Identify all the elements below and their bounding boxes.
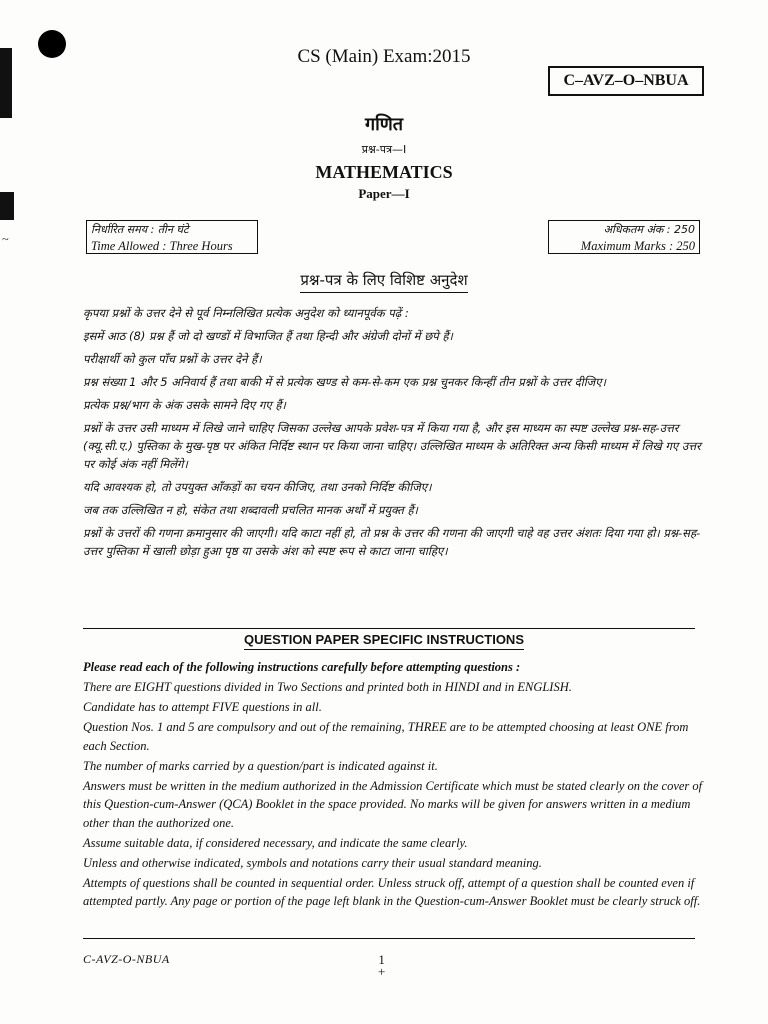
hindi-instruction: परीक्षार्थी को कुल पाँच प्रश्नों के उत्तर देने हैं। [83,352,262,366]
english-instruction: Answers must be written in the medium authorized in the Admission Certificate which must be stated clearly on the cover of this Question-cum-Answer (QCA) Booklet in the space provided. No marks will be given for answers written in a medium other than the authorized one. [83,778,703,830]
paper-number-hindi: प्रश्न-पत्र—I [361,143,407,156]
hindi-instruction: प्रत्येक प्रश्न/भाग के अंक उसके सामने दिए गए हैं। [83,398,286,412]
page-number: 1 + [378,952,386,979]
hindi-instruction: प्रश्न संख्या 1 और 5 अनिवार्य हैं तथा बाकी में से प्रत्येक खण्ड से कम-से-कम एक प्रश्न चुनकर किन्हीं तीन प्रश्नों के उत्तर दीजिए। [83,375,606,389]
margin-scribble: ~ [2,232,9,246]
maximum-marks-hindi: अधिकतम अंक : 250 [603,223,695,236]
subject-title: MATHEMATICS [315,162,453,182]
instructions-intro: Please read each of the following instructions carefully before attempting questions : [83,660,521,674]
maximum-marks: Maximum Marks : 250 [580,239,695,253]
hindi-instruction: यदि आवश्यक हो, तो उपयुक्त आँकड़ों का चयन कीजिए, तथा उनको निर्दिष्ट कीजिए। [83,480,432,494]
footer-booklet-code: C-AVZ-O-NBUA [83,952,170,966]
hindi-instruction: इसमें आठ (8) प्रश्न हैं जो दो खण्डों में विभाजित हैं तथा हिन्दी और अंग्रेजी दोनों में छपे हैं। [83,329,453,343]
english-instruction: Attempts of questions shall be counted in sequential order. Unless struck off, attempt of a question shall be counted even if attempted partly. Any page or portion of the page left blank in the Question-cum-Answer Booklet must be clearly struck off. [83,875,701,908]
footer-divider [83,938,695,939]
english-instruction: Question Nos. 1 and 5 are compulsory and out of the remaining, THREE are to be attempted choosing at least ONE from each Section. [83,720,689,753]
paper-number: Paper—I [358,186,410,201]
english-instruction: The number of marks carried by a question/part is indicated against it. [83,758,438,773]
section-divider [83,628,695,629]
english-instruction: Candidate has to attempt FIVE questions in all. [83,700,322,714]
english-instruction: Assume suitable data, if considered necessary, and indicate the same clearly. [83,835,468,850]
english-instructions [83,658,703,912]
time-allowed: Time Allowed : Three Hours [91,239,233,253]
subject-title-hindi: गणित [364,114,404,135]
hindi-instruction: प्रश्नों के उत्तरों की गणना क्रमानुसार की जाएगी। यदि काटा नहीं हो, तो प्रश्न के उत्तर की गणना की जाएगी चाहे वह उत्तर अंशतः दिया गया हो। प्रश्न-सह-उत्तर पुस्तिका में खाली छोड़ा हुआ पृष्ठ या उसके अंश को स्पष्ट रूप से काटा जाना चाहिए। [83,526,701,558]
time-allowed-box [86,220,258,254]
exam-title: CS (Main) Exam:2015 [297,46,471,67]
hindi-instruction: प्रश्नों के उत्तर उसी माध्यम में लिखे जाने चाहिए जिसका उल्लेख आपके प्रवेश-पत्र में किया गया है, और इस माध्यम का स्पष्ट उल्लेख प्रश्न-सह-उत्तर (क्यू.सी.ए.) पुस्तिका के मुख-पृष्ठ पर अंकित निर्दिष्ट स्थान पर किया जाना चाहिए। उल्लिखित माध्यम के अतिरिक्त अन्य किसी माध्यम में लिखे गए उत्तर पर कोई अंक नहीं मिलेंगे। [83,421,701,471]
hindi-instructions-heading: प्रश्न-पत्र के लिए विशिष्ट अनुदेश [0,270,768,290]
maximum-marks-box [548,220,700,254]
booklet-code: C–AVZ–O–NBUA [548,66,704,96]
english-instruction: Unless and otherwise indicated, symbols and notations carry their usual standard meaning. [83,855,542,870]
hindi-instruction: जब तक उल्लिखित न हो, संकेत तथा शब्दावली प्रचलित मानक अर्थों में प्रयुक्त हैं। [83,503,418,517]
time-allowed-hindi: निर्धारित समय : तीन घंटे [91,223,189,236]
hindi-instruction: कृपया प्रश्नों के उत्तर देने से पूर्व निम्नलिखित प्रत्येक अनुदेश को ध्यानपूर्वक पढ़ें : [83,306,409,320]
english-instruction: There are EIGHT questions divided in Two Sections and printed both in HINDI and in ENGLISH. [83,680,572,694]
hindi-instructions [83,304,703,565]
english-instructions-heading: QUESTION PAPER SPECIFIC INSTRUCTIONS [0,632,768,647]
page-mark: + [378,964,386,979]
